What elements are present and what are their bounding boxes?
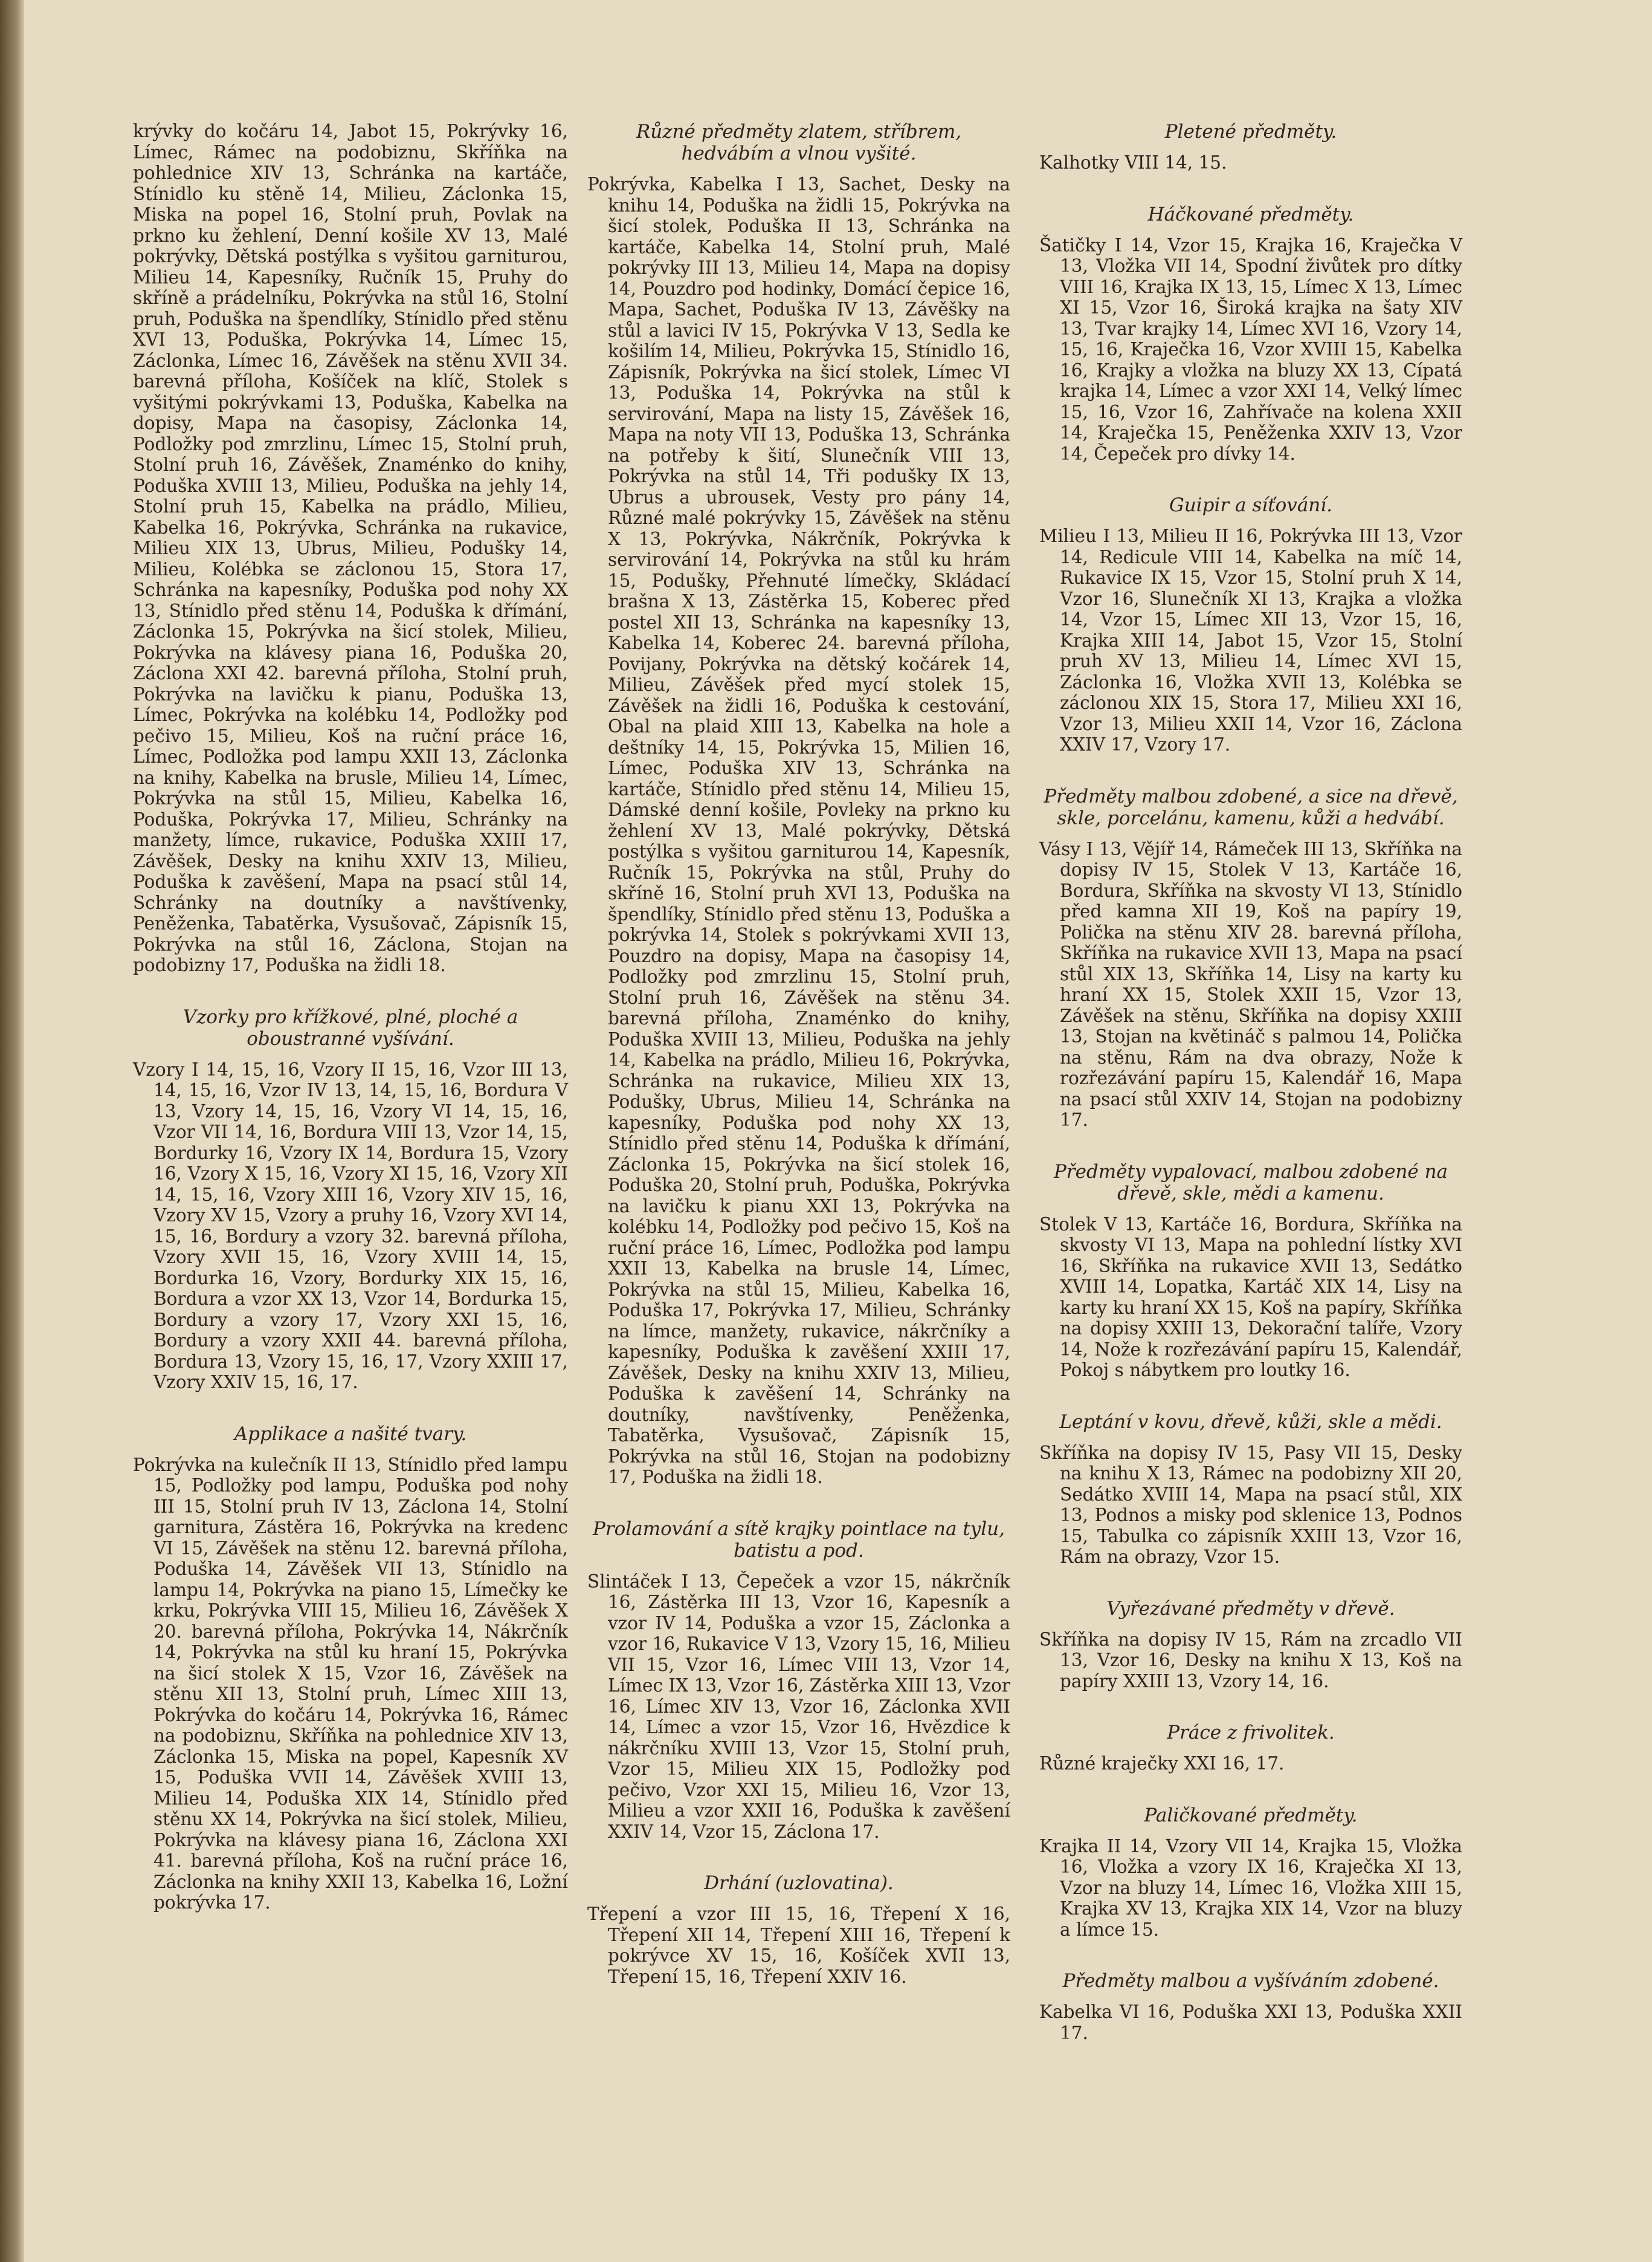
index-entry-paragraph: Vzory I 14, 15, 16, Vzory II 15, 16, Vzor III 13, 14, 15, 16, Vzor IV 13, 14, 15, 16, Bordura V 13, Vzory 14, 15, 16, Vzory VI 14, 15, 16, Vzor VII 14, 16, Bordura VIII 13, Vzor 14, 15, Bordurky 16, Vzory IX 14, Bordura 15, Vzory 16, Vzory X 15, 16, Vzory XI 15, 16, Vzory XII 14, 15, 16, Vzory XIII 16, Vzory XIV 15, 16, Vzory XV 15, Vzory a pruhy 16, Vzory XVI 14, 15, 16, Bordury a vzory 32. barevná příloha, Vzory XVII 15, 16, Vzory XVIII 14, 15, Bordurka 16, Vzory, Bordurky XIX 15, 16, Bordura a vzor XX 13, Vzor 14, Bordurka 15, Bordury a vzory 17, Vzory XXI 15, 16, Bordury a vzory XXII 44. barevná příloha, Bordura 13, Vzory 15, 16, 17, Vzory XXIII 17, Vzory XXIV 15, 16, 17. xyxy=(133,1059,568,1392)
index-entry-paragraph: krývky do kočáru 14, Jabot 15, Pokrývky 16, Límec, Rámec na podobiznu, Skříňka na pohlednice XIV 13, Schránka na kartáče, Stínidlo ku stěně 14, Milieu, Záclonka 15, Miska na popel 16, Stolní pruh, Povlak na prkno ku žehlení, Denní košile XV 13, Malé pokrývky, Dětská postýlka s vyšitou garniturou, Milieu 14, Kapesníky, Ručník 15, Pruhy do skříně a prádelníku, Pokrývka na stůl 16, Stolní pruh, Poduška na špendlíky, Stínidlo před stěnu XVI 13, Poduška, Pokrývka 14, Límec 15, Záclonka, Límec 16, Závěšek na stěnu XVII 34. barevná příloha, Košíček na klíč, Stolek s vyšitými pokrývkami 13, Poduška, Kabelka na dopisy, Mapa na časopisy, Záclonka 14, Podložky pod zmrzlinu, Límec 15, Stolní pruh, Stolní pruh 16, Závěšek, Znaménko do knihy, Poduška XVIII 13, Milieu, Poduška na jehly 14, Stolní pruh 15, Kabelka na prádlo, Milieu, Kabelka 16, Pokrývka, Schránka na rukavice, Milieu XIX 13, Ubrus, Milieu, Podušky 14, Milieu, Kolébka se záclonou 15, Stora 17, Schránka na kapesníky, Poduška pod nohy XX 13, Stínidlo před stěnu 14, Poduška k dřímání, Záclonka 15, Pokrývka na šicí stolek, Milieu, Pokrývka na klávesy piana 16, Poduška 20, Záclona XXI 42. barevná příloha, Stolní pruh, Pokrývka na lavičku k pianu, Poduška 13, Límec, Pokrývka na kolébku 14, Podložky pod pečivo 15, Milieu, Koš na ruční práce 16, Límec, Podložka pod lampu XXII 13, Záclonka na knihy, Kabelka na brusle, Milieu 14, Límec, Pokrývka na stůl 15, Milieu, Kabelka 16, Poduška, Pokrývka 17, Milieu, Schránky na manžety, límce, rukavice, Poduška XXIII 17, Závěšek, Desky na knihu XXIV 13, Milieu, Poduška k zavěšení, Mapa na psací stůl 14, Schránky na doutníky a navštívenky, Peněženka, Tabatěrka, Vysušovač, Zápisník 15, Pokrývka na stůl 16, Záclona, Stojan na podobizny 17, Poduška na židli 18. xyxy=(133,121,568,975)
index-entry-paragraph: Krajka II 14, Vzory VII 14, Krajka 15, Vložka 16, Vložka a vzory IX 16, Kraječka XI 13, Vzor na bluzy 14, Límec 16, Vložka XIII 15, Krajka XV 13, Krajka XIX 14, Vzor na bluzy a límce 15. xyxy=(1039,1835,1462,1940)
section-heading: Předměty malbou a vyšíváním zdobené. xyxy=(1062,1970,1439,1992)
section-heading: Háčkované předměty. xyxy=(1147,203,1354,225)
section-heading: Guipir a síťování. xyxy=(1169,494,1333,516)
section-heading: Práce z frivolitek. xyxy=(1167,1722,1335,1743)
section-heading: Předměty vypalovací, malbou zdobené na dřevě, skle, mědi a kamenu. xyxy=(1053,1160,1448,1204)
column-middle xyxy=(587,121,1010,2000)
index-entry-paragraph: Pokrývka, Kabelka I 13, Sachet, Desky na knihu 14, Poduška na židli 15, Pokrývka na šicí stolek, Poduška II 13, Schránka na kartáče, Kabelka 14, Stolní pruh, Malé pokrývky III 13, Milieu 14, Mapa na dopisy 14, Pouzdro pod hodinky, Domácí čepice 16, Mapa, Sachet, Poduška IV 13, Závěšky na stůl a lavici IV 15, Pokrývka V 13, Sedla ke košilím 14, Milieu, Pokrývka 15, Stínidlo 16, Zápisník, Pokrývka na šicí stolek, Límec VI 13, Poduška 14, Pokrývka na stůl k servirování, Mapa na listy 15, Závěšek 16, Mapa na noty VII 13, Poduška 13, Schránka na potřeby k šití, Slunečník VIII 13, Pokrývka na stůl 14, Tři podušky IX 13, Ubrus a ubrousek, Vesty pro pány 14, Různé malé pokrývky 15, Závěšek na stěnu X 13, Pokrývka, Nákrčník, Pokrývka k servirování 14, Pokrývka na stůl ku hrám 15, Podušky, Přehnuté límečky, Skládací brašna X 13, Zástěrka 15, Koberec před postel XII 13, Schránka na kapesníky 13, Kabelka 14, Koberec 24. barevná příloha, Povijany, Pokrývka na dětský kočárek 14, Milieu, Závěšek před mycí stolek 15, Závěšek na židli 16, Poduška k cestování, Obal na plaid XIII 13, Kabelka na hole a deštníky 14, 15, Pokrývka 15, Milien 16, Límec, Poduška XIV 13, Schránka na kartáče, Stínidlo před stěnu 14, Milieu 15, Dámské denní košile, Povleky na prkno ku žehlení XV 13, Malé pokrývky, Dětská postýlka s vyšitou garniturou 14, Kapesník, Ručník 15, Pokrývka na stůl, Pruhy do skříně 16, Stolní pruh XVI 13, Poduška na špendlíky, Stínidlo před stěnu 13, Poduška a pokrývka 14, Stolek s pokrývkami XVII 13, Pouzdro na dopisy, Mapa na časopisy 14, Podložky pod zmrzlinu 15, Stolní pruh, Stolní pruh 16, Závěšek na stěnu 34. barevná příloha, Znaménko do knihy, Poduška XVIII 13, Milieu, Poduška na jehly 14, Kabelka na prádlo, Milieu 16, Pokrývka, Schránka na rukavice, Milieu XIX 13, Podušky, Ubrus, Milieu 14, Schránka na kapesníky, Poduška pod nohy XX 13, Stínidlo před stěnu 14, Poduška k dřímání, Záclonka 15, Pokrývka na šicí stolek 16, Poduška 20, Stolní pruh, Poduška, Pokrývka na lavičku k pianu XXI 13, Pokrývka na kolébku 14, Podložky pod pečivo 15, Koš na ruční práce 16, Límec, Podložka pod lampu XXII 13, Kabelka na brusle 14, Límec, Pokrývka na stůl 15, Milieu, Kabelka 16, Poduška 17, Pokrývka 17, Milieu, Schránky na límce, manžety, rukavice, nákrčníky a kapesníky, Poduška k zavěšení XXIII 17, Závěšek, Desky na knihu XXIV 13, Milieu, Poduška k zavěšení 14, Schránky na doutníky, navštívenky, Peněženka, Tabatěrka, Vysušovač, Zápisník 15, Pokrývka na stůl 16, Stojan na podobizny 17, Poduška na židli 18. xyxy=(587,174,1010,1487)
index-entry-paragraph: Slintáček I 13, Čepeček a vzor 15, nákrčník 16, Zástěrka III 13, Vzor 16, Kapesník a vzor IV 14, Poduška a vzor 15, Záclonka a vzor 16, Rukavice V 13, Vzory 15, 16, Milieu VII 15, Vzor 16, Límec VIII 13, Vzor 14, Límec IX 13, Vzor 16, Zástěrka XIII 13, Vzor 16, Límec XIV 13, Vzor 16, Záclonka XVII 14, Límec a vzor 15, Vzor 16, Hvězdice k nákrčníku XVIII 13, Vzor 15, Stolní pruh, Vzor 15, Milieu XIX 15, Podložky pod pečivo, Vzor XXI 15, Milieu 16, Vzor 13, Milieu a vzor XXII 16, Poduška k zavěšení XXIV 14, Vzor 15, Záclona 17. xyxy=(587,1571,1010,1842)
index-entry-paragraph: Stolek V 13, Kartáče 16, Bordura, Skříňka na skvosty VI 13, Mapa na pohlední lístky XVI 16, Skříňka na rukavice XVII 13, Sedátko XVIII 14, Lopatka, Kartáč XIX 14, Lisy na karty ku hraní XX 15, Koš na papíry, Skříňka na dopisy XXIII 13, Dekorační talíře, Vzory 14, Nože k rozřezávání papíru 15, Kalendář, Pokoj s nábytkem pro loutky 16. xyxy=(1039,1213,1462,1380)
section-heading: Pletené předměty. xyxy=(1164,121,1337,143)
index-entry-paragraph: Různé kraječky XXI 16, 17. xyxy=(1039,1753,1285,1774)
index-entry-paragraph: Skříňka na dopisy IV 15, Rám na zrcadlo VII 13, Vzor 16, Desky na knihu X 13, Koš na papíry XXIII 13, Vzory 14, 16. xyxy=(1039,1629,1462,1692)
section-heading: Applikace a našité tvary. xyxy=(234,1423,467,1445)
index-entry-paragraph: Kalhotky VIII 14, 15. xyxy=(1039,152,1227,173)
section-heading: Paličkované předměty. xyxy=(1144,1804,1358,1826)
section-heading: Prolamování a sítě krajky pointlace na tylu, batistu a pod. xyxy=(593,1517,1005,1562)
index-entry-paragraph: Skříňka na dopisy IV 15, Pasy VII 15, Desky na knihu X 13, Rámec na podobizny XII 20, Sedátko XVIII 14, Mapa na psací stůl, XIX 13, Podnos a misky pod sklenice 13, Podnos 15, Tabulka co zápisník XXIII 13, Vzor 16, Rám na obrazy, Vzor 15. xyxy=(1039,1442,1462,1567)
section-heading: Vzorky pro křížkové, plné, ploché a oboustranné vyšívání. xyxy=(182,1006,518,1050)
index-entry-paragraph: Milieu I 13, Milieu II 16, Pokrývka III 13, Vzor 14, Redicule VIII 14, Kabelka na míč 14, Rukavice IX 15, Vzor 15, Stolní pruh X 14, Vzor 16, Slunečník XI 13, Krajka a vložka 14, Vzor 15, Límec XII 13, Vzor 15, 16, Krajka XIII 14, Jabot 15, Vzor 15, Stolní pruh XV 13, Milieu 14, Límec XVI 15, Záclonka 16, Vložka XVII 13, Kolébka se záclonou XIX 15, Stora 17, Milieu XXI 16, Vzor 13, Milieu XXII 14, Vzor 16, Záclona XXIV 17, Vzory 17. xyxy=(1039,526,1462,755)
index-entry-paragraph: Pokrývka na kulečník II 13, Stínidlo před lampu 15, Podložky pod lampu, Poduška pod nohy III 15, Stolní pruh IV 13, Záclona 14, Stolní garnitura, Zástěra 16, Pokrývka na kredenc VI 15, Závěšek na stěnu 12. barevná příloha, Poduška 14, Závěšek VII 13, Stínidlo na lampu 14, Pokrývka na piano 15, Límečky ke krku, Pokrývka VIII 15, Milieu 16, Závěšek X 20. barevná příloha, Pokrývka 14, Nákrčník 14, Pokrývka na stůl ku hraní 15, Pokrývka na šicí stolek X 15, Vzor 16, Závěšek na stěnu XII 13, Stolní pruh, Límec XIII 13, Pokrývka do kočáru 14, Pokrývka 16, Rámec na podobiznu, Skříňka na pohlednice XIV 13, Záclonka 15, Miska na popel, Kapesník XV 15, Poduška VVII 14, Závěšek XVIII 13, Milieu 14, Poduška XIX 14, Stínidlo před stěnu XX 14, Pokrývka na šicí stolek, Milieu, Pokrývka na klávesy piana 16, Záclona XXI 41. barevná příloha, Koš na ruční práce 16, Záclonka na knihy XXII 13, Kabelka 16, Ložní pokrývka 17. xyxy=(133,1454,568,1913)
section-heading: Drhání (uzlovatina). xyxy=(704,1872,894,1894)
column-left xyxy=(133,121,568,1927)
column-right xyxy=(1039,121,1462,2057)
section-heading: Vyřezávané předměty v dřevě. xyxy=(1106,1597,1395,1620)
section-heading: Předměty malbou zdobené, a sice na dřevě, skle, porcelánu, kamenu, kůži a hedvábí. xyxy=(1044,785,1458,829)
section-heading: Různé předměty zlatem, stříbrem, hedvábím a vlnou vyšité. xyxy=(636,121,962,164)
index-entry-paragraph: Šatičky I 14, Vzor 15, Krajka 16, Kraječka V 13, Vložka VII 14, Spodní živůtek pro dítky VIII 16, Krajka IX 13, 15, Límec X 13, Límec XI 15, Vzor 16, Široká krajka na šaty XIV 13, Tvar krajky 14, Límec XVI 16, Vzory 14, 15, 16, Kraječka 16, Vzor XVIII 15, Kabelka 16, Krajky a vložka na bluzy XX 13, Cípatá krajka 14, Límec a vzor XXI 14, Velký límec 15, 16, Vzor 16, Zahřívače na kolena XXII 14, Kraječka 15, Peněženka XXIV 13, Vzor 14, Čepeček pro dívky 14. xyxy=(1039,234,1462,464)
index-entry-paragraph: Třepení a vzor III 15, 16, Třepení X 16, Třepení XII 14, Třepení XIII 16, Třepení k pokrývce XV 15, 16, Košíček XVII 13, Třepení 15, 16, Třepení XXIV 16. xyxy=(587,1904,1010,1987)
section-heading: Leptání v kovu, dřevě, kůži, skle a mědi. xyxy=(1059,1411,1442,1433)
index-entry-paragraph: Kabelka VI 16, Poduška XXI 13, Poduška XXII 17. xyxy=(1039,2002,1462,2043)
book-binding-edge xyxy=(0,0,24,2262)
index-entry-paragraph: Vásy I 13, Vějíř 14, Rámeček III 13, Skříňka na dopisy IV 15, Stolek V 13, Kartáče 16, Bordura, Skříňka na skvosty VI 13, Stínidlo před kamna XII 19, Koš na papíry 19, Polička na stěnu XIV 28. barevná příloha, Skříňka na rukavice XVII 13, Mapa na psací stůl XIX 13, Skříňka 14, Lisy na karty ku hraní XX 15, Stolek XXII 15, Vzor 13, Závěšek na stěnu, Skříňka na dopisy XXIII 13, Stojan na květináč s palmou 14, Polička na stěnu, Rám na dva obrazy, Nože k rozřezávání papíru 15, Kalendář 16, Mapa na psací stůl XXIV 14, Stojan na podobizny 17. xyxy=(1039,838,1462,1130)
